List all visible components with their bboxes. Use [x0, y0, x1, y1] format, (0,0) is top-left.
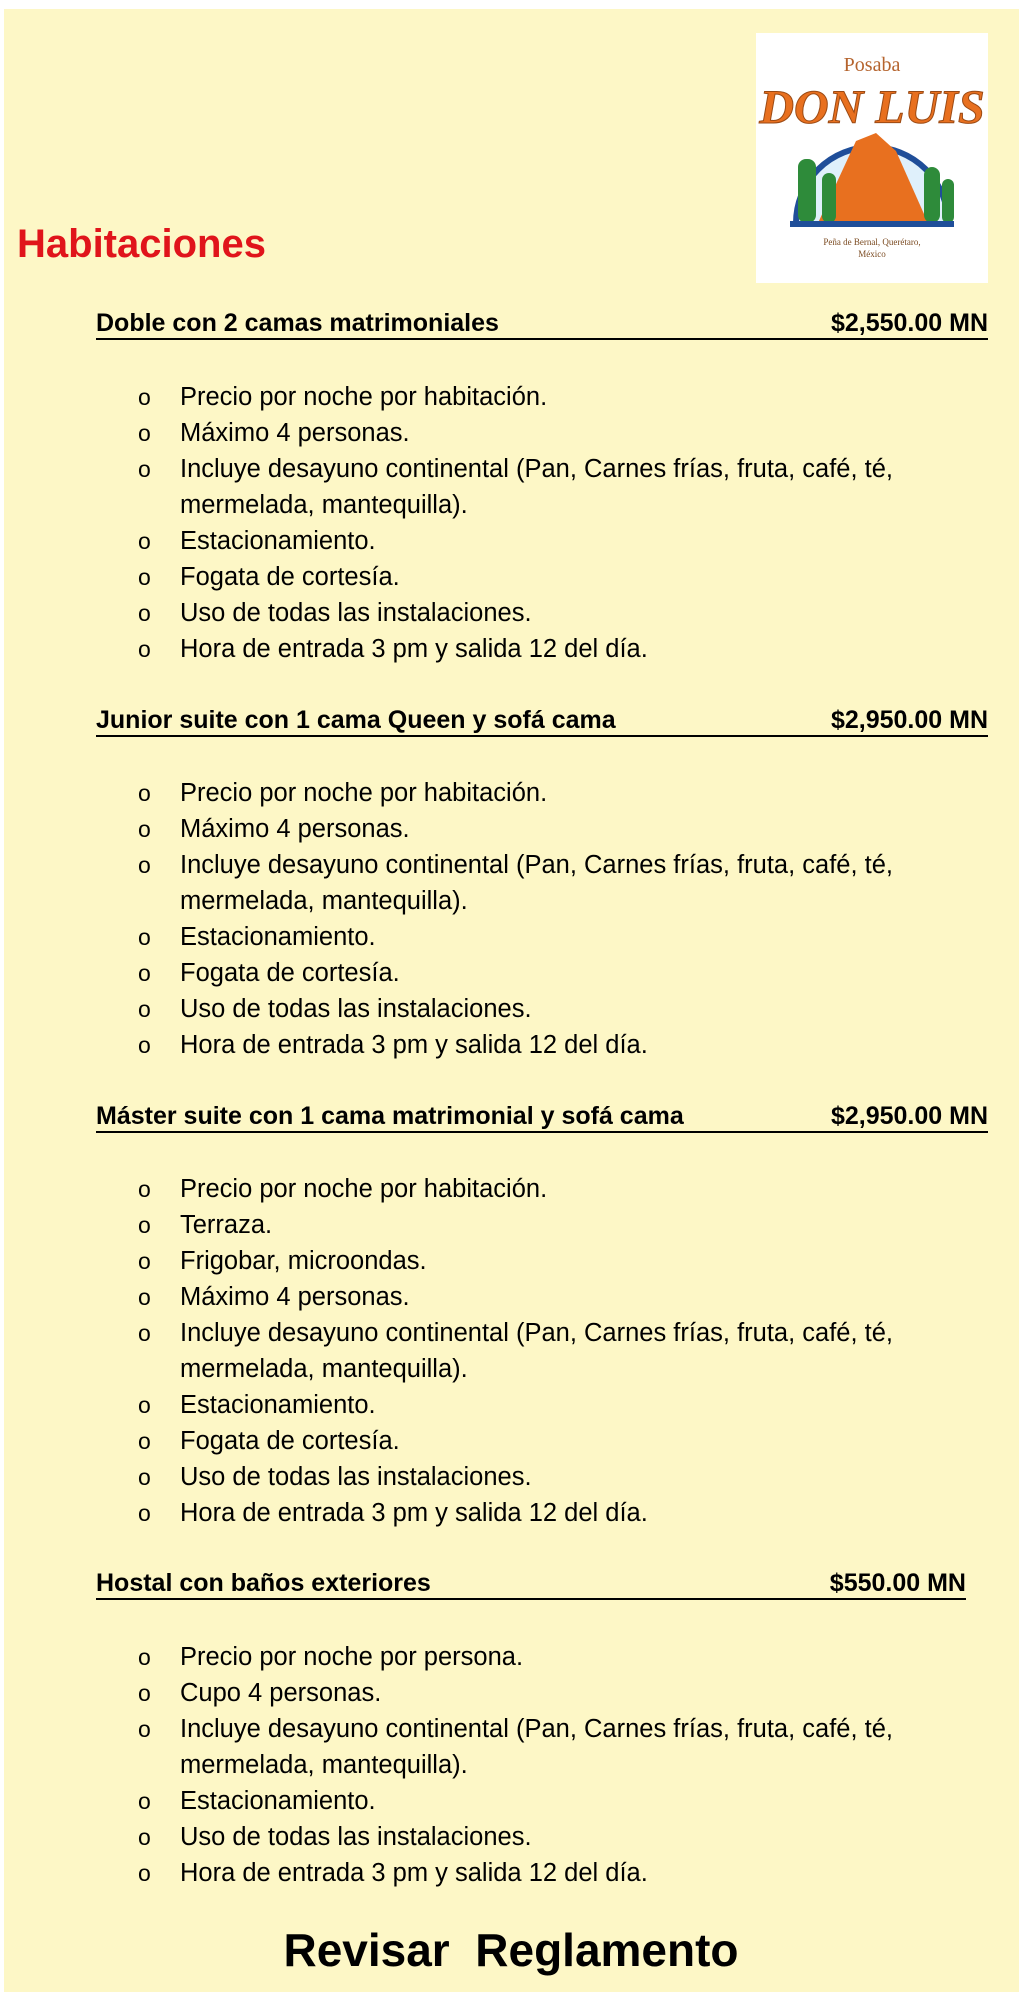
list-item: o Cupo 4 personas. — [96, 1675, 996, 1711]
bullet-icon: o — [138, 456, 151, 482]
list-item: o Fogata de cortesía. — [96, 559, 996, 595]
bullet-icon: o — [138, 1212, 151, 1238]
list-item: o Terraza. — [96, 1207, 996, 1243]
list-item: o Hora de entrada 3 pm y salida 12 del día. — [96, 1495, 996, 1531]
revisar-reglamento-link[interactable]: Revisar Reglamento — [283, 1924, 739, 1976]
room-name: Hostal con baños exteriores — [96, 1569, 431, 1597]
bullet-icon: o — [138, 600, 151, 626]
list-item: o Incluye desayuno continental (Pan, Carnes frías, fruta, café, té, mermelada, mantequilla). — [96, 847, 996, 919]
list-item: o Incluye desayuno continental (Pan, Carnes frías, fruta, café, té, mermelada, mantequilla). — [96, 451, 996, 523]
room-header — [96, 705, 988, 737]
list-item: o Fogata de cortesía. — [96, 955, 996, 991]
list-item: o Hora de entrada 3 pm y salida 12 del día. — [96, 1027, 996, 1063]
bullet-icon: o — [138, 1788, 151, 1814]
bullet-icon: o — [138, 1284, 151, 1310]
bullet-icon: o — [138, 1032, 151, 1058]
bullet-icon: o — [138, 924, 151, 950]
bullet-icon: o — [138, 1248, 151, 1274]
bullet-icon: o — [138, 420, 151, 446]
list-item: o Máximo 4 personas. — [96, 1279, 996, 1315]
list-item: o Frigobar, microondas. — [96, 1243, 996, 1279]
bullet-icon: o — [138, 1860, 151, 1886]
bullet-icon: o — [138, 1464, 151, 1490]
logo-top-text: Posaba — [843, 54, 901, 76]
bullet-icon: o — [138, 1392, 151, 1418]
list-item: o Hora de entrada 3 pm y salida 12 del día. — [96, 631, 996, 667]
room-features — [96, 379, 996, 667]
list-item: o Uso de todas las instalaciones. — [96, 991, 996, 1027]
bullet-icon: o — [138, 1680, 151, 1706]
list-item: o Uso de todas las instalaciones. — [96, 595, 996, 631]
list-item: o Estacionamiento. — [96, 1783, 996, 1819]
bullet-icon: o — [138, 816, 151, 842]
bullet-icon: o — [138, 1824, 151, 1850]
room-name: Doble con 2 camas matrimoniales — [96, 309, 499, 337]
bullet-icon: o — [138, 1500, 151, 1526]
room-header — [96, 308, 988, 340]
bullet-icon: o — [138, 384, 151, 410]
posada-logo — [756, 33, 988, 283]
list-item: o Estacionamiento. — [96, 1387, 996, 1423]
room-features — [96, 1639, 996, 1891]
list-item: o Incluye desayuno continental (Pan, Carnes frías, fruta, café, té, mermelada, mantequilla). — [96, 1315, 996, 1387]
room-price: $2,550.00 MN — [830, 309, 988, 337]
room-name: Junior suite con 1 cama Queen y sofá cama — [96, 706, 616, 734]
page-title: Habitaciones — [17, 222, 266, 266]
room-price: $2,950.00 MN — [830, 706, 988, 734]
room-price: $2,950.00 MN — [830, 1102, 988, 1130]
list-item: o Uso de todas las instalaciones. — [96, 1459, 996, 1495]
bullet-icon: o — [138, 528, 151, 554]
room-features — [96, 775, 996, 1063]
list-item: o Precio por noche por persona. — [96, 1639, 996, 1675]
room-price: $550.00 MN — [829, 1569, 966, 1597]
bullet-icon: o — [138, 996, 151, 1022]
list-item: o Máximo 4 personas. — [96, 415, 996, 451]
list-item: o Fogata de cortesía. — [96, 1423, 996, 1459]
bullet-icon: o — [138, 1716, 151, 1742]
bullet-icon: o — [138, 960, 151, 986]
bullet-icon: o — [138, 852, 151, 878]
list-item: o Hora de entrada 3 pm y salida 12 del día. — [96, 1855, 996, 1891]
bullet-icon: o — [138, 1428, 151, 1454]
list-item: o Precio por noche por habitación. — [96, 379, 996, 415]
room-name: Máster suite con 1 cama matrimonial y sofá cama — [96, 1102, 684, 1130]
logo-bottom-text-2: México — [858, 249, 886, 259]
list-item: o Máximo 4 personas. — [96, 811, 996, 847]
bullet-icon: o — [138, 1644, 151, 1670]
room-features — [96, 1171, 996, 1531]
list-item: o Precio por noche por habitación. — [96, 775, 996, 811]
bullet-icon: o — [138, 564, 151, 590]
list-item: o Estacionamiento. — [96, 919, 996, 955]
logo-main-text: DON LUIS — [759, 81, 985, 134]
list-item: o Estacionamiento. — [96, 523, 996, 559]
logo-bottom-text-1: Peña de Bernal, Querétaro, — [823, 237, 921, 247]
bullet-icon: o — [138, 636, 151, 662]
bullet-icon: o — [138, 1176, 151, 1202]
list-item: o Uso de todas las instalaciones. — [96, 1819, 996, 1855]
room-header — [96, 1568, 966, 1600]
list-item: o Incluye desayuno continental (Pan, Carnes frías, fruta, café, té, mermelada, mantequilla). — [96, 1711, 996, 1783]
list-item: o Precio por noche por habitación. — [96, 1171, 996, 1207]
room-header — [96, 1101, 988, 1133]
bullet-icon: o — [138, 780, 151, 806]
bullet-icon: o — [138, 1320, 151, 1346]
